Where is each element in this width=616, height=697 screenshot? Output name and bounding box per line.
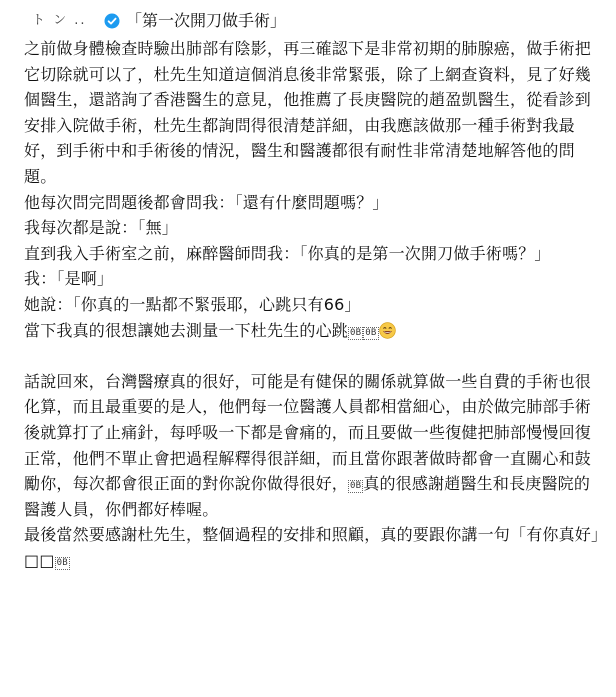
- paragraph-9-text: 最後當然要感謝杜先生，整個過程的安排和照顧，真的要跟你講一句「有你真好」: [24, 525, 608, 545]
- paragraph-3: 我每次都是說：「無」: [24, 218, 179, 238]
- verified-badge-icon: [104, 13, 120, 29]
- paragraph-5: 我：「是啊」: [24, 269, 114, 289]
- paragraph-9: [24, 522, 608, 573]
- paragraph-6: 她說：「你真的一點都不緊張耶，心跳只有66」: [24, 294, 361, 314]
- missing-glyph-box: 0B: [350, 327, 362, 338]
- missing-glyph-box: 0B: [365, 327, 377, 338]
- missing-glyph-box: 0B: [350, 481, 362, 492]
- paragraph-7-text: 當下我真的很想讓她去測量一下杜先生的心跳: [24, 320, 349, 340]
- post-title: 「第一次開刀做手術」: [126, 11, 287, 30]
- paragraph-2: 他每次問完問題後都會問我：「還有什麼問題嗎？」: [24, 192, 389, 212]
- grinning-face-icon: [379, 322, 396, 339]
- paragraph-7: [24, 318, 602, 344]
- author-name[interactable]: ト ン ..: [32, 13, 87, 28]
- paragraph-8-tail: 真的很感謝趙醫生和長庚醫院的醫護人員，你們都好棒喔。: [24, 474, 591, 519]
- post-body: [24, 36, 608, 573]
- paragraph-8: [24, 369, 602, 523]
- paragraph-8-text: 話說回來，台灣醫療真的很好，可能是有健保的關係就算做一些自費的手術也很化算，而且最重要的是人，他們每一位醫護人員都相當細心，由於做完肺部手術後就算打了止痛針，每呼吸一下都是會痛的，而且要做一些復健把肺部慢慢回復正常，他們不單止會把過程解釋得很詳細，而且當你跟著做時都會一直關心和鼓勵你，每次都會很正面的對你說你做得很好，: [24, 371, 592, 494]
- paragraph-gap: [24, 343, 602, 369]
- missing-glyph-box: 0B: [56, 557, 68, 568]
- missing-glyph-squares: □□: [24, 550, 55, 570]
- paragraph-4: 直到我入手術室之前，麻醉醫師問我：「你真的是第一次開刀做手術嗎？」: [24, 243, 551, 263]
- post-header: [24, 6, 602, 36]
- paragraph-1: 之前做身體檢查時驗出肺部有陰影，再三確認下是非常初期的肺腺癌，做手術把它切除就可以了，杜先生知道這個消息後非常緊張，除了上網查資料，見了好幾個醫生，還諮詢了香港醫生的意見，他推薦了長庚醫院的趙盈凱醫生，從看診到安排入院做手術，杜先生都詢問得很清楚詳細，由我應該做那一種手術對我最好，到手術中和手術後的情況，醫生和醫護都很有耐性非常清楚地解答他的問題。: [24, 39, 592, 186]
